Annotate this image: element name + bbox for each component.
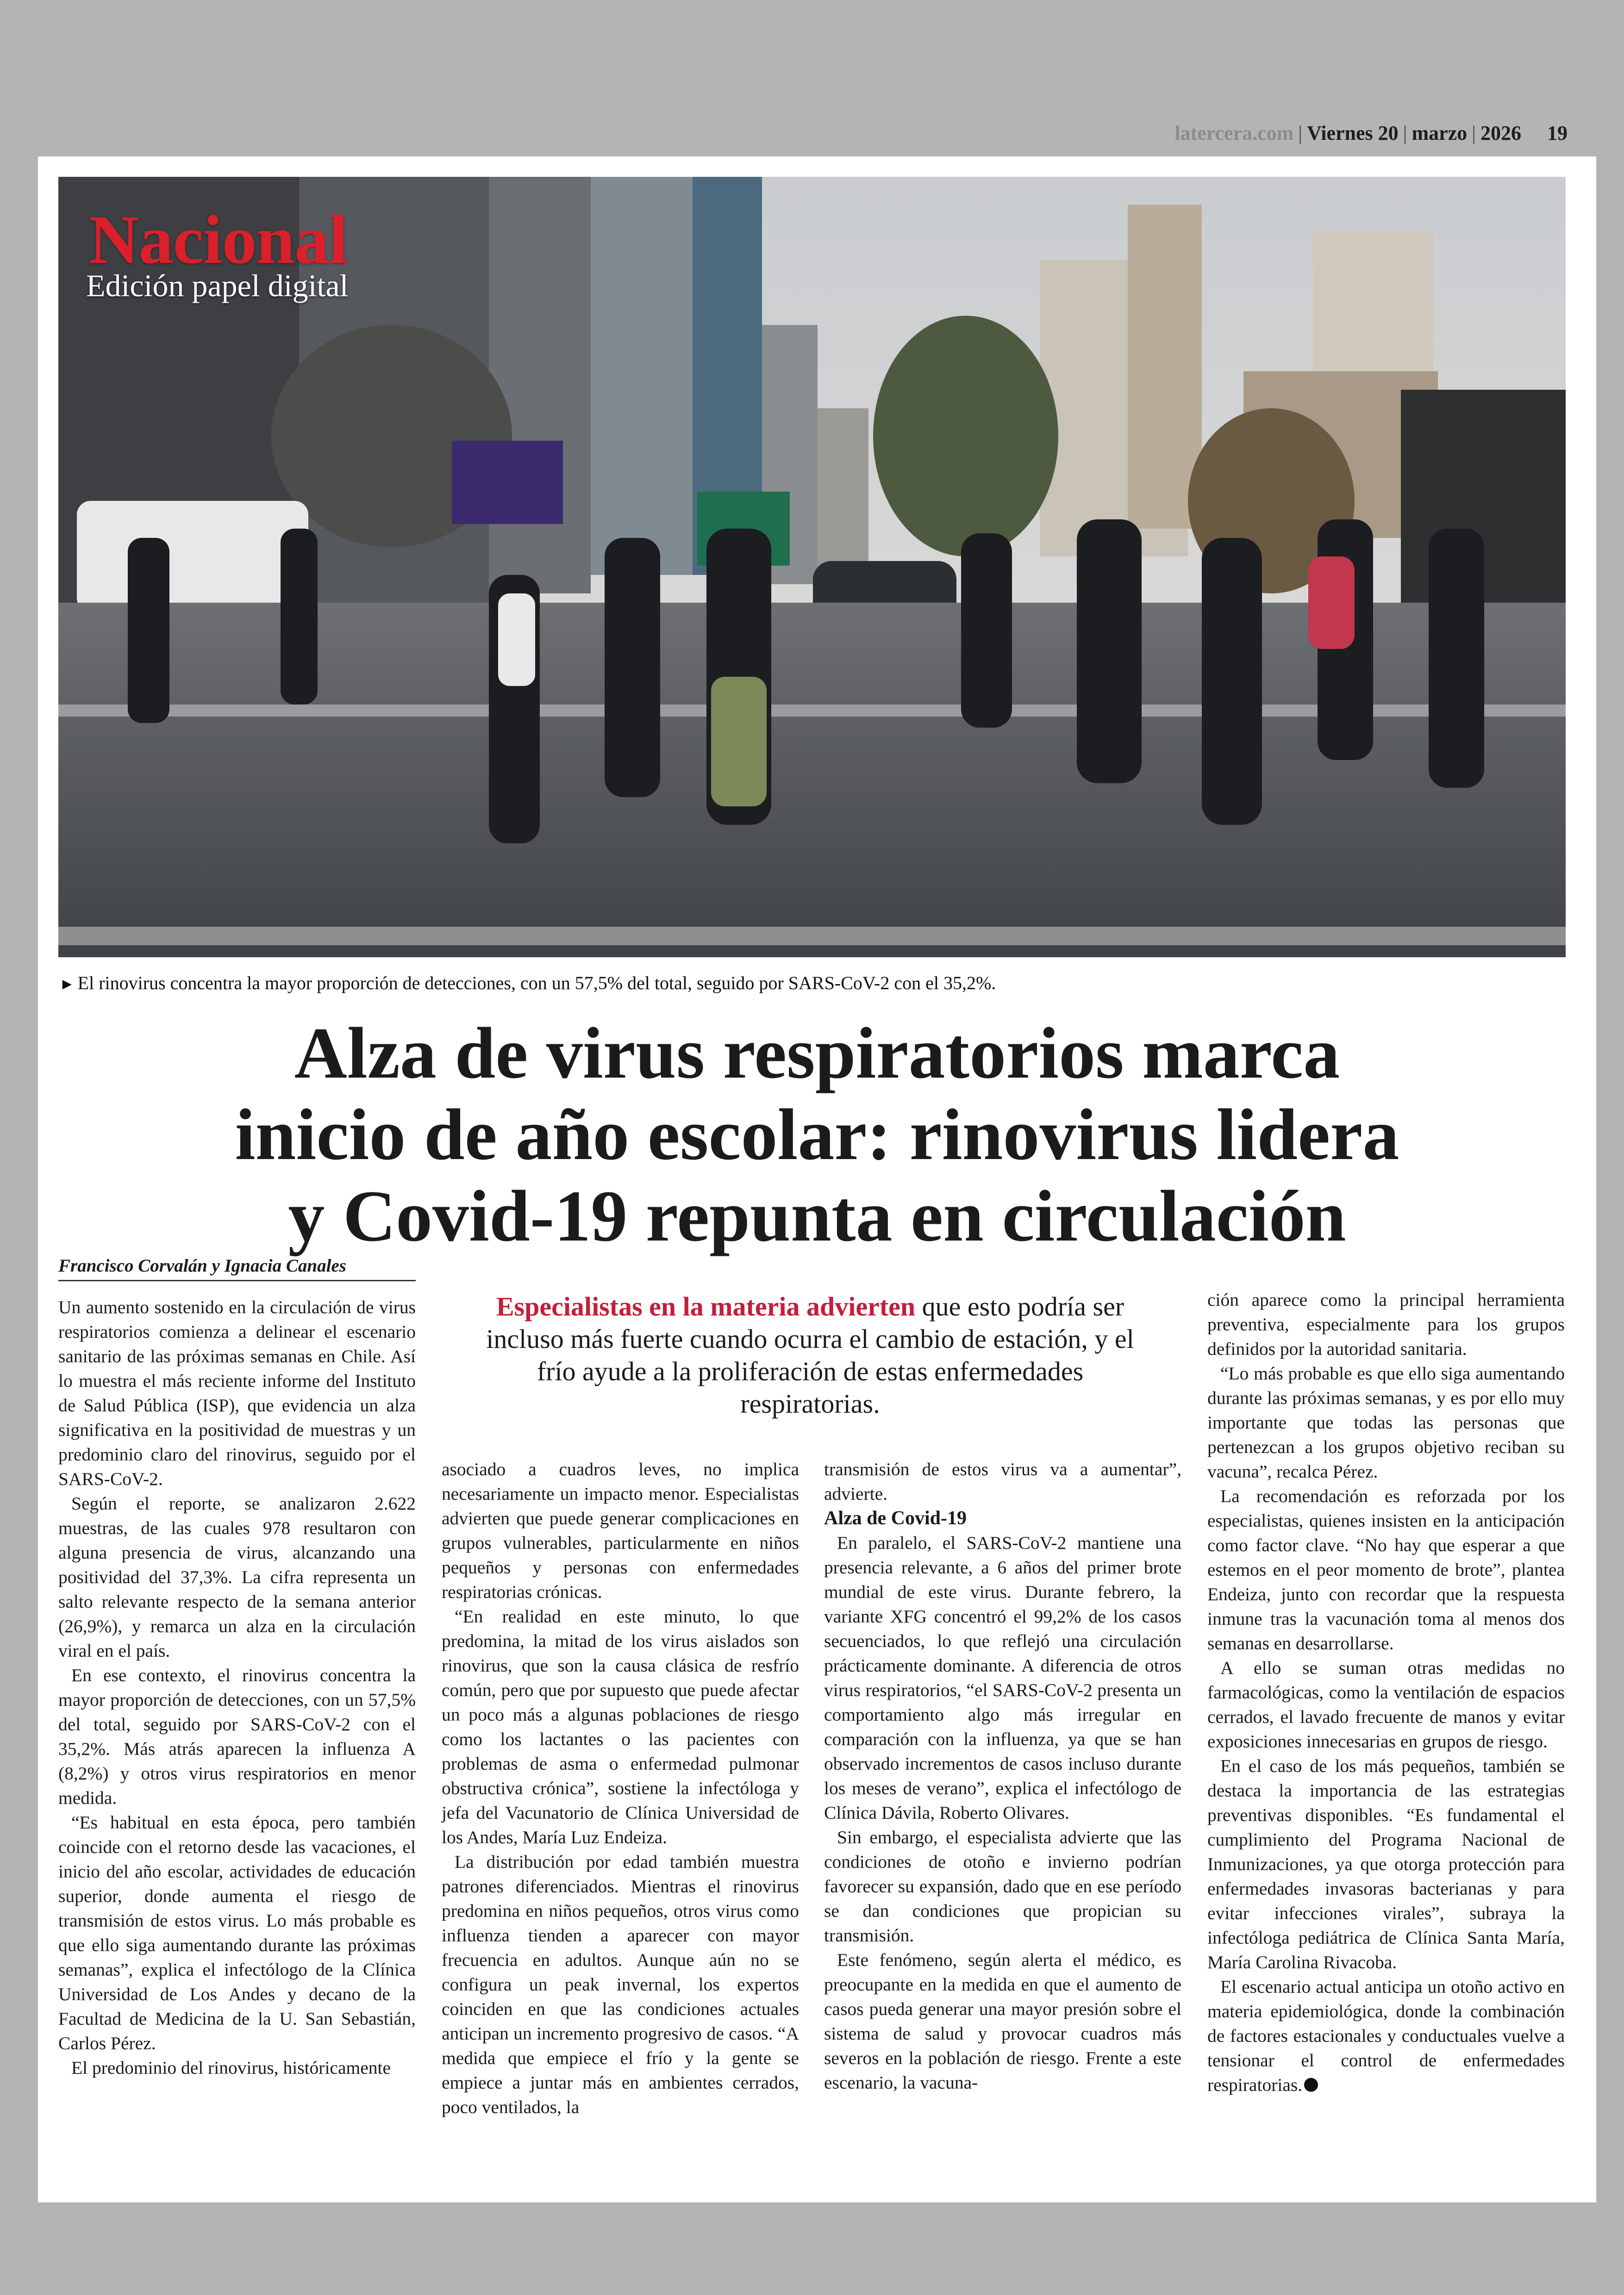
lead-highlight: Especialistas en la materia advierten <box>496 1291 916 1322</box>
page-number: 19 <box>1547 122 1568 144</box>
paragraph: El predominio del rinovirus, históricamente <box>71 2058 391 2078</box>
separator: | <box>1298 122 1303 144</box>
paragraph: Un aumento sostenido en la circulación de virus respiratorios comienza a delinear el escenario sanitario de las próximas semanas en Chile. Así lo muestra el más reciente informe del Instituto de Salud Pública (ISP), que evidencia un alza significativa en la positividad de muestras y un predominio claro del rinovirus, seguido por el SARS-CoV-2. <box>58 1297 416 1489</box>
paragraph: ción aparece como la principal herramienta preventiva, especialmente para los grupos definidos por la autoridad sanitaria. <box>1207 1290 1565 1359</box>
play-arrow-icon: ► <box>59 976 75 993</box>
lead-paragraph <box>481 1291 1139 1420</box>
paragraph-text: El escenario actual anticipa un otoño activo en materia epidemiológica, donde la combinación de factores estacionales y conductuales vuelve a tensionar el control de enfermedades respiratorias. <box>1207 1977 1565 2095</box>
paragraph: En ese contexto, el rinovirus concentra la mayor proporción de detecciones, con un 57,5% del total, seguido por SARS-CoV-2 con el 35,2%. Más atrás aparecen la influenza A (8,2%) y otros virus respiratorios en menor medida. <box>58 1665 416 1808</box>
paragraph: La recomendación es reforzada por los especialistas, quienes insisten en la anticipación como factor clave. “No hay que esperar a que estemos en el peor momento de brote”, plantea Endeiza, junto con recordar que la respuesta inmune tras la vacunación toma al menos dos semanas en desarrollarse. <box>1207 1486 1565 1653</box>
paragraph: “Es habitual en esta época, pero también coincide con el retorno desde las vacaciones, el inicio del año escolar, actividades de educación superior, donde aumenta el riesgo de transmisión de estos virus. Lo más probable es que ello siga aumentando durante las próximas semanas”, explica el infectólogo de la Clínica Universidad de Los Andes y decano de la Facultad de Medicina de la U. San Sebastián, Carlos Pérez. <box>58 1812 416 2053</box>
issue-year: 2026 <box>1480 122 1521 144</box>
final-paragraph <box>1207 1975 1565 2097</box>
byline: Francisco Corvalán y Ignacia Canales <box>58 1255 416 1281</box>
lead-text: que esto podría ser incluso más fuerte cuando ocurra el cambio de estación, y el frío ayude a la proliferación de estas enfermedades respiratorias. <box>486 1291 1134 1419</box>
paragraph: A ello se suman otras medidas no farmacológicas, como la ventilación de espacios cerrados, el lavado frecuente de manos y evitar exposiciones innecesarias en grupos de riesgo. <box>1207 1658 1565 1752</box>
page-header <box>1174 121 1568 145</box>
article-column-1 <box>58 1295 416 2080</box>
edition-label: Edición papel digital <box>86 268 349 303</box>
article-column-3 <box>824 1457 1181 2095</box>
lead-photo <box>58 177 1566 957</box>
article-column-4 <box>1207 1288 1565 2097</box>
paragraph: “En realidad en este minuto, lo que predomina, la mitad de los virus aislados son rinovirus, que son la causa clásica de resfrío común, pero que por supuesto que puede afectar un poco más a algunas poblaciones de riesgo como los lactantes o las pacientes con problemas de asma o enfermedad pulmonar obstructiva crónica”, sostiene la infectóloga y jefa del Vacunatorio de Clínica Universidad de los Andes, María Luz Endeiza. <box>442 1606 799 1847</box>
site-name[interactable]: latercera.com <box>1174 122 1294 144</box>
headline-line: y Covid-19 repunta en circulación <box>288 1176 1346 1257</box>
issue-day: Viernes 20 <box>1307 122 1399 144</box>
paragraph: asociado a cuadros leves, no implica necesariamente un impacto menor. Especialistas advierten que puede generar complicaciones en grupos vulnerables, particularmente en niños pequeños y personas con enfermedades respiratorias crónicas. <box>442 1459 799 1602</box>
paragraph: transmisión de estos virus va a aumentar”, advierte. <box>824 1459 1181 1504</box>
photo-caption <box>59 972 996 994</box>
paragraph: En paralelo, el SARS-CoV-2 mantiene una presencia relevante, a 6 años del primer brote mundial de este virus. Durante febrero, la variante XFG concentró el 99,2% de los casos secuenciados, lo que reflejó una circulación prácticamente dominante. A diferencia de otros virus respiratorios, “el SARS-CoV-2 presenta un comportamiento algo más irregular en comparación con la influenza, ya que se han observado incrementos de casos incluso durante los meses de verano”, explica el infectólogo de Clínica Dávila, Roberto Olivares. <box>824 1533 1181 1823</box>
newspaper-page <box>38 156 1596 2202</box>
paragraph: Según el reporte, se analizaron 2.622 muestras, de las cuales 978 resultaron con alguna presencia de virus, alcanzando una positividad del 37,3%. La cifra representa un salto relevante respecto de la semana anterior (26,9%), y remarca un alza en la circulación viral en el país. <box>58 1493 416 1661</box>
separator: | <box>1472 122 1476 144</box>
subheading: Alza de Covid-19 <box>824 1508 967 1529</box>
headline <box>66 1013 1568 1257</box>
issue-month: marzo <box>1412 122 1468 144</box>
paragraph: La distribución por edad también muestra patrones diferenciados. Mientras el rinovirus predomina en niños pequeños, otros virus como influenza tienden a aparecer con mayor frecuencia en adultos. Aunque aún no se configura un peak invernal, los expertos coinciden en que las condiciones actuales anticipan un incremento progresivo de casos. “A medida que empiece el frío y la gente se empiece a juntar más en ambientes cerrados, poco ventilados, la <box>442 1852 799 2117</box>
paragraph: Este fenómeno, según alerta el médico, es preocupante en la medida en que el aumento de casos pueda generar una mayor presión sobre el sistema de salud y provocar cuadros más severos en la población de riesgo. Frente a este escenario, la vacuna- <box>824 1950 1181 2093</box>
headline-line: inicio de año escolar: rinovirus lidera <box>235 1094 1399 1175</box>
paragraph: “Lo más probable es que ello siga aumentando durante las próximas semanas, y es por ello muy importante que todas las personas que pertenezcan a los grupos objetivo reciban su vacuna”, recalca Pérez. <box>1207 1363 1565 1482</box>
paragraph: En el caso de los más pequeños, también se destaca la importancia de las estrategias preventivas disponibles. “Es fundamental el cumplimiento del Programa Nacional de Inmunizaciones, ya que otorga protección para enfermedades invasoras bacterianas y para evitar infecciones virales”, subraya la infectóloga pediátrica de Clínica Santa María, María Carolina Rivacoba. <box>1207 1756 1565 1972</box>
article-column-2 <box>442 1457 799 2120</box>
section-title: Nacional <box>89 201 348 278</box>
end-mark-icon <box>1304 2078 1318 2092</box>
paragraph: Sin embargo, el especialista advierte que las condiciones de otoño e invierno podrían favorecer su expansión, dado que en ese período se dan condiciones que propician su transmisión. <box>824 1827 1181 1946</box>
headline-line: Alza de virus respiratorios marca <box>294 1013 1340 1094</box>
caption-text: El rinovirus concentra la mayor proporción de detecciones, con un 57,5% del total, seguido por SARS-CoV-2 con el 35,2%. <box>77 973 996 993</box>
separator: | <box>1403 122 1407 144</box>
